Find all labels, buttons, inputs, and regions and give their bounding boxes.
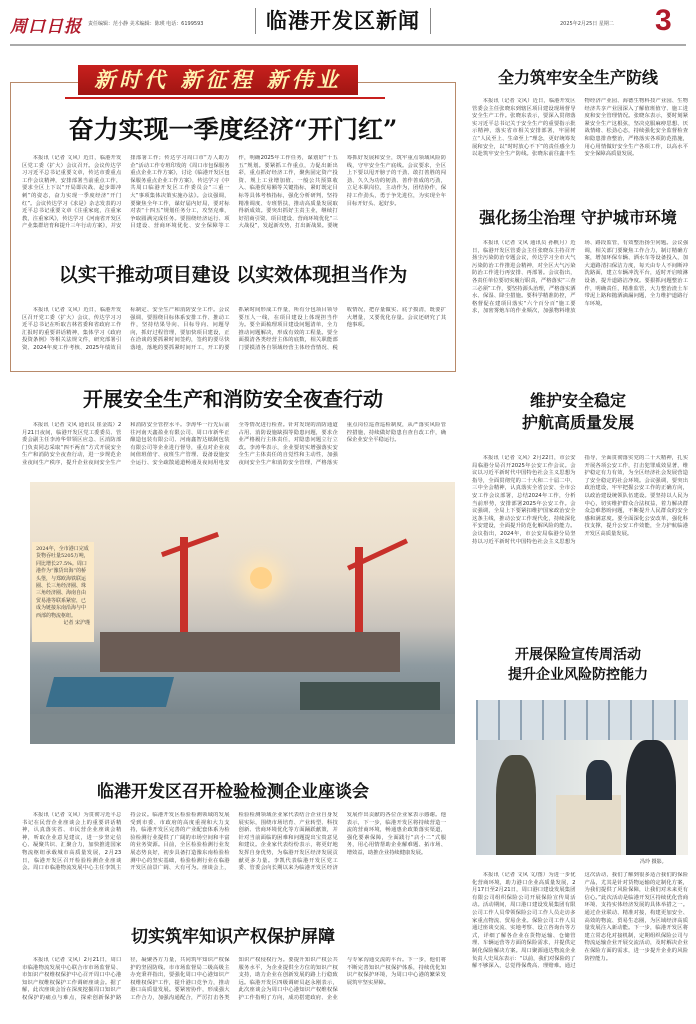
testing-headline: 临港开发区召开检验检测企业座谈会 (97, 782, 369, 802)
photo-credit-insurance: 冯玲 摄影。 (640, 859, 667, 865)
testing-article-text: 本报讯（记者 文风）为贯彻习近平总书记在民营企业座谈会上的重要讲话精神，认真落实省、市民营企业座谈会精神，听取企业意见建议，进一步坚定信心、凝聚共识、汇聚合力，加快推进国家物流枢纽承载城市高质量发展，2月23日，临港开发区召开检验检测企业座谈会。周口市临港物流发展中心主任李凯主持会议。临港开发区检验检测领域的发展受到市委、市政府的高度重视和大力支持，临港开发区完善的产业配套体系为检验检测行业提供了广阔的市场空间和丰富的业务资源。目前，全区检验检测行业发展态势良好，初步具备打造豫东南检验检测中心的坚实基础，检验检测行业在临港开发区前景广阔、大有可为。座谈会上，检验检测领域企业家代表结合企业自身发展实际，围绕市场培育、产业转型、科技创新、营商环境优化等方面踊跃献策，并针对当前面临的困难和问题提出宝贵意见和建议。企业家代表纷纷表示，将更好地发挥自身优势，为临港开发区经济发展贡献更多力量。李凯代表临港开发区党工委、管委会向长期以来为临港开发区经济发展作出贡献的各位企业家表示感谢。他表示，下一步，临港开发区将持续营造一流的营商环境，畅通惠企政策落实渠道，强化要素保障，全面践行“店小二”式服务，用心用情帮助企业解难题、拓市场、增效益，助推企业持续健康发展。 (22, 812, 446, 872)
sun (250, 567, 272, 589)
dust-article-body (472, 240, 688, 360)
fire-headline: 开展安全生产和消防安全夜查行动 (83, 387, 383, 411)
stability-headline (466, 390, 690, 434)
photo-caption-text: 2024年，全市港口完成货物吞吐量5205万吨，同比增长27.5%。周口港作为“豫货出海”的桥头堡，与郑欧海铁联运圈、长三角经济圈、珠三角经济圈、海南自由贸易港等联系紧密，已成为链接东南沿海与中西部的物流枢纽。 (36, 546, 89, 619)
banner-divider (65, 97, 385, 99)
project-article-text: 本报讯（记者 文风）近日，临港开发区召开党工委（扩大）会议，传达学习习近平总书记在听取吉林省委和省政府工作汇报时的重要讲话精神，集体学习《政府投资条例》等相关法规文件，研究部署引资、2024年度工作考核、2025年绩效目标制定、安全生产和消防安全工作。会议强调，要围绕目标体系安排工作、推动工作，坚持结果导向、目标导向、问题导向，抓好过程管理，要加快项目建设，正在洽谈的要抓紧时间签约，签约的要尽快落地，落地的要抓紧时间开工，开工的要抓紧时间形成工作量，所有分包项目领导要压人一线，在项目建设上体现担当作为。要全面梳理项目建设问题清单，全力推动问题解决，形成有效的工程量。要全面摸清各类经营主体的底数，相关职能部门要摸清各自领域经营主体经营情况、税收情况，把存量做实、底子摸清，既要扩大增量，又要优化存量。会议还研究了其他事项。 (22, 307, 446, 351)
building-windows (476, 700, 688, 740)
editor-credits: 责任编辑：范小静 美术编辑：陈瑛 电话：6199593 (88, 21, 204, 27)
barge (300, 682, 440, 710)
lead-article-body (22, 155, 446, 247)
insurance-photo (476, 700, 688, 855)
stability-headline-line1: 维护安全稳定 (529, 391, 626, 410)
person (496, 755, 536, 855)
crane-arm (161, 532, 219, 557)
fire-article-body (22, 422, 446, 470)
ip-article-text: 本报讯（记者 文风）2月21日，周口市临港物流发展中心联合市市场监督局、市知识产权维权保护中心召开周口中心港知识产权维权保护工作调研座谈会。据了解，此次座谈会旨在深度挖掘周口知识产权保护的痛点与难点，探索创新保护路径，凝聚各方力量，共同筑牢知识产权保护的坚固防线。市市场监督局二级高级主办充秉祥指出，要强化周口中心港知识产权维权保护工作，提升港口竞争力，推动港口高质量发展。要紧密协作，形成强大工作合力，加强沟通配合，严厉打击各类知识产权侵权行为。要提升知识产权公共服务水平，为企业提供全方位的知识产权支持，助力企业在创新发展的路上行稳致远。临港开发区四级调研员赵永刚表示，此次座谈会为周口中心港知识产权维权保护工作指明了方向，成功搭建政府、企业与专家沟通交流的平台。下一步，他们将不断完善知识产权保护体系，持续优化知识产权保护环境，为周口中心港的繁荣发展筑牢坚实屏障。 (22, 957, 446, 1001)
person (586, 760, 612, 800)
water (30, 714, 455, 744)
page-number: 3 (655, 4, 672, 37)
insurance-headline-line2: 提升企业风险防控能力 (508, 667, 648, 683)
fire-article-text: 本报讯（记者 文风 通讯员 崔金霞）2月21日夜间，临港开发区党工委委员、管委会副主任李涛华带领区应急、区消防部门负责同志采取“四不两直”方式开展安全生产和消防安全夜查行动，进一步规范企业夜间生产秩序，提升企业夜间安全生产和消防安全管控水平。李涛华一行先后前往河南天鑫盈业有限公司、周口市新华正酿造包装有限公司、河南鑫智达纸制包装有限公司等企业进行督导，重点对企业夜间值班值守、夜班生产管理、设备设施安全运行、安全疏散通道畅通及夜间用电安全等情况进行检查。针对发现的消防通道占用、消防设施缺损等隐患问题，要求企业严格履行主体责任，对隐患问题立行立改。李涛华表示，企业要切实增强落实安全生产主体责任的自觉性和主动性，加强夜间安全生产和消防安全管理，严格落实重点岗位巡查巡检制度，从严落实风险管控措施，持续做好隐患自查自改工作，确保企业安全平稳运行。 (22, 422, 446, 466)
stability-article-text: 本报讯（记者 文风）2月22日，市公安局临港分局召开2025年公安工作会议。会议以习近平新时代中国特色社会主义思想为指导，全面贯彻党的二十大和二十届二中、三中全会精神，认真落实全省公安、全市公安工作会议部署，总结2024年工作，分析当前形势，安排部署2025年公安工作。会议强调，全局上下要紧扣维护国家政治安全这条主线，推动公安工作现代化，持续深化平安建设，全面提升防范化解风险的能力。会议指出，2024年，市公安局临港分局坚持以习近平新时代中国特色社会主义思想为指导，全面贯彻落实党的二十大精神，扎实开展各项公安工作，打击犯罪成效显著，维护稳定有力有效，为全区经济社会发展营造了安全稳定的社会环境。会议强调，要突出政治建设，牢牢把握公安工作的正确方向，以政治建设统领队伍建设。要坚持以人民为中心，切实维护群众合法权益，着力解决群众急难愁盼问题，不断提升人民群众的安全感和满意度。要全面深化公安改革，强化科技支撑，提升公安工作效能，全力护航临港开发区高质量发展。 (472, 455, 688, 545)
photo-credit: 记者 宋沪瑾 (63, 620, 90, 627)
stability-headline-line2: 护航高质量发展 (521, 413, 634, 432)
lead-headline: 奋力实现一季度经济“开门红” (68, 115, 398, 144)
barge (46, 677, 174, 707)
safety-article-text: 本报讯（记者 文风）近日，临港开发区管委会主任张晓东到辖区项目建设现场督导安全生产工作。张晓东表示，要深入贯彻落实习近平总书记关于安全生产的重要指示批示精神，落实省市相关安排部署，牢固树立“人民至上、生命至上”理念，更好统筹发展和安全，以“时时放心不下”的责任感全力以赴筑牢安全生产防线。张晓东前往鑫丰生物经济产业园、海德生物科技产业园、生物经济共享产业园深入了解值班值守、施工进度和安全管理情况。张晓东表示，要时刻紧紧安全生产这根弦，坚决克服麻痹思想、厌战情绪、松劲心态，持续强化安全监督检查和隐患排查整治，严格落实各项防范措施，用心用情做好安全生产各项工作，以高水平安全保障高质量发展。 (472, 98, 688, 158)
insurance-headline (466, 645, 690, 685)
project-article-body (22, 307, 446, 363)
dock (100, 632, 400, 672)
dust-article-text: 本报讯（记者 文风 通讯员 孙帆月）近日，临港开发区管委会主任张晓东主持召开扬尘污染防治专题会议，传达学习全市大气污染防治工作推进会精神，对全区大气污染防治工作进行再安排、再部署。会议指出，各责任单位要切实履行职责，严格落实“三查三必须”工作，要坚持源头治理，严格落实洒水、保湿、降尘措施。要科学精准防控，严格督促在建项目落实“六个百分百”施工要求，加密雾炮车的作业频次，加强物料堆放场、路段监管，有效整治扬尘问题。会议强调，相关部门要聚焦工作合力，制订精确方案，增加环保车辆、洒水车等设备投入，加大道路清扫保洁力度，每天由专人不间断冲洗路面，建立车辆冲洗平台，适时开启喷淋设备，提升道路洁净度。要狠抓问题整治工作，明确责任，精准监管，大力整治渣土车带泥上路和抛洒滴漏问题，全力维护道路行车环境。 (472, 240, 688, 315)
newspaper-logo: 周口日报 (10, 17, 82, 37)
dust-headline: 强化扬尘治理 守护城市环境 (479, 208, 677, 227)
stability-article-body (472, 455, 688, 635)
testing-article-body (22, 812, 446, 896)
insurance-article-body (472, 872, 688, 1020)
lead-article-text: 本报讯（记者 文风）近日，临港开发区党工委（扩大）会议召开。会议传达学习习近平总书记重要文章，传达市委重点工作会议精神，安排部署当前重点工作，要求全区上下以“开局即决战、起步即冲刺”的姿态，奋力实现一季度经济“开门红”。会议传达学习《求是》杂志发表的习近平总书记重要文章《注重家庭，注重家教，注重家风》，传达学习《河南省开发区产业集群培育和提升三年行动方案》，并安排部署工作；传达学习周口市“万人助万企”活动工作专班印发的《周口市包保服务重点企业工作方案》，讨论《临港开发区包保服务重点企业工作方案》，传达学习《中共周口临港开发区工作委员会“三重一大”事项集体决策实施办法》。会议强调，要聚焦全年工作，谋好届内好局，要对标对表“十四五”规划任务分工，攻坚克难，争取圆满完成任务。要围绕经济运行、项目建设、营商环境优化、安全保障等工作，明确2025年工作任务，谋划好“十五五”规划。要紧抓工作重点，力促出新出彩，重点抓好经济工作，聚焦固定资产投资、规上工业增加值、一般公共预算收入、临港贸易额等关键指标，紧盯既定目标等具体考核指标，强化分析研判，坚持精准调度、专班帮扶，推动高质量发展取得新成效。要突出抓好主责主业，继续打好招商引资、项目建设、营商环境优化“三大战役”，发起新攻势，打出新战果。要统筹抓好发展和安全，筑牢重点领域风险防线，守牢安全生产底线。会议要求，全区上下要以甩开膀子的干劲、敢打善胜的闯劲、久久为功的韧劲、善作善成的巧劲，立足本职岗位，主动作为，团结协作，保持工作劲头，勇于争先进位，为实现全年目标开好头、起好步。 (22, 155, 446, 230)
insurance-headline-line1: 开展保险宣传周活动 (515, 647, 641, 663)
safety-article-body (472, 98, 688, 194)
info-desk (556, 795, 621, 855)
project-headline: 以实干推动项目建设 以实效体现担当作为 (58, 264, 408, 286)
issue-date: 2025年2月25日 星期二 (560, 21, 614, 27)
person (626, 740, 676, 855)
section-title: 临港开发区新闻 (255, 8, 431, 34)
insurance-article-text: 本报讯（记者 文风 文/图）为进一步优化营商环境，助力港口企业高质量发展，2月17日至2月21日，周口港口建设发展集团有限公司组织保险公司开展保险宣传周活动。活动期间，周口港口建设发展集团有限公司工作人员带领保险公司工作人员走访多家重点物流、贸易企业。保险公司工作人员通过座谈交流、实地考察、设立咨询台等方式，详细了解各企业在货物运输、仓储管理、车辆运营等方面的保险需求，并提供定制化保险解决方案。周口聚源通达物流企业负责人史凤东表示：“以前，我们对保险的了解不够深入，总觉得保费高、理赔难。通过这次活动，我们了解到很多适合我们的保险产品，尤其是针对货物运输的定制化方案，为我们提供了风险保障，让我们对未来更有信心。”此次活动是临港开发区持续优化营商环境、支持实体经济发展的具体举措之一。通过企业联动、精准对接，构建更加安全、高效的物流、贸易生态圈，为区域经济高质量发展注入新动能。下一步，临港开发区将建立常态化对接机制，定期组织保险公司与物流运输企业开展交流活动，及时解决企业在保险方面的需求，进一步提升企业的风险防控能力。 (472, 872, 688, 970)
slogan-banner: 新时代 新征程 新伟业 (78, 65, 358, 95)
ip-article-body (22, 957, 446, 1021)
masthead-rule (10, 44, 686, 46)
safety-headline: 全力筑牢安全生产防线 (497, 68, 658, 87)
photo-caption (32, 542, 94, 642)
ip-headline: 切实筑牢知识产权保护屏障 (131, 927, 335, 947)
